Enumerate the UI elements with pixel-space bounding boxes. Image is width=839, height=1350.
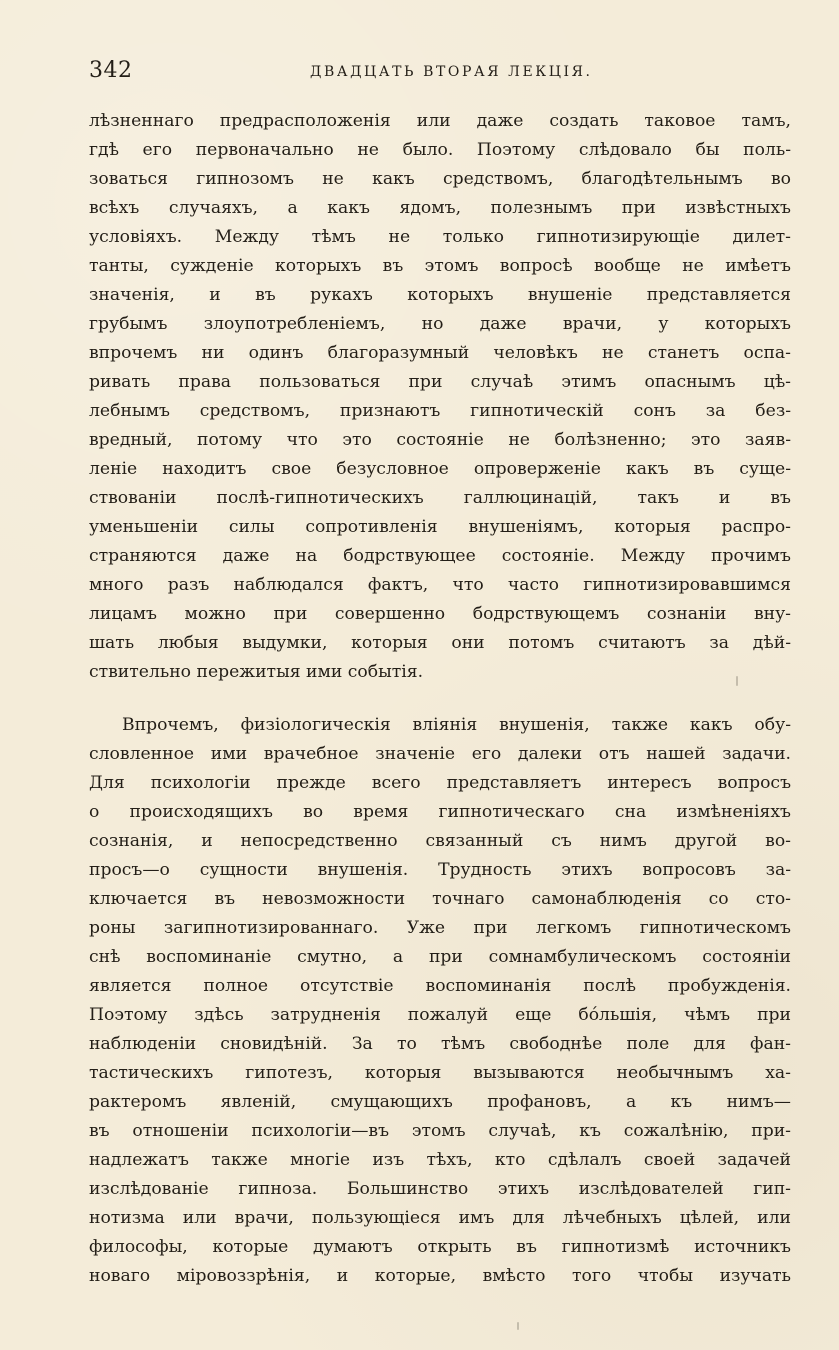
text-line: Поэтому здѣсь затрудненія пожалуй еще бóльшія, чѣмъ при xyxy=(89,1005,791,1025)
text-line: вредный, потому что это состояніе не болѣзненно; это заяв- xyxy=(89,430,791,450)
text-line: нотизма или врачи, пользующіеся имъ для лѣчебныхъ цѣлей, или xyxy=(89,1208,791,1228)
text-line: тастическихъ гипотезъ, которыя вызываются необычнымъ ха- xyxy=(89,1063,791,1083)
text-line: наблюденіи сновидѣній. За то тѣмъ свободнѣе поле для фан- xyxy=(89,1034,791,1054)
text-line: о происходящихъ во время гипнотическаго сна измѣненіяхъ xyxy=(89,802,791,822)
text-line: страняются даже на бодрствующее состояніе. Между прочимъ xyxy=(89,546,791,566)
text-line: всѣхъ случаяхъ, а какъ ядомъ, полезнымъ при извѣстныхъ xyxy=(89,198,791,218)
text-line: уменьшеніи силы сопротивленія внушеніямъ, которыя распро- xyxy=(89,517,791,537)
text-line: въ отношеніи психологіи—въ этомъ случаѣ, къ сожалѣнію, при- xyxy=(89,1121,791,1141)
paragraph-continuation xyxy=(89,107,791,687)
running-title: ДВАДЦАТЬ ВТОРАЯ ЛЕКЦІЯ. xyxy=(310,64,593,80)
page-number: 342 xyxy=(89,58,133,83)
text-line-final: ствительно пережитыя ими событія. xyxy=(89,662,424,682)
text-line: просъ—о сущности внушенія. Трудность этихъ вопросовъ за- xyxy=(89,860,791,880)
text-line: ривать права пользоваться при случаѣ этимъ опаснымъ цѣ- xyxy=(89,372,791,392)
page-header xyxy=(89,58,789,88)
text-line: зоваться гипнозомъ не какъ средствомъ, благодѣтельнымъ во xyxy=(89,169,791,189)
text-line: шать любыя выдумки, которыя они потомъ считаютъ за дѣй- xyxy=(89,633,791,653)
text-line: лѣзненнаго предрасположенія или даже создать таковое тамъ, xyxy=(89,111,791,131)
text-line: ключается въ невозможности точнаго самонаблюденія со сто- xyxy=(89,889,791,909)
text-line: условіяхъ. Между тѣмъ не только гипнотизирующіе дилет- xyxy=(89,227,791,247)
text-line: новаго міровоззрѣнія, и которые, вмѣсто того чтобы изучать xyxy=(89,1266,791,1286)
text-line: сознанія, и непосредственно связанный съ нимъ другой во- xyxy=(89,831,791,851)
text-line-indented: Впрочемъ, физіологическія вліянія внушенія, также какъ обу- xyxy=(122,715,791,735)
text-line: рактеромъ явленій, смущающихъ профановъ, а къ нимъ— xyxy=(89,1092,791,1112)
text-line: много разъ наблюдался фактъ, что часто гипнотизировавшимся xyxy=(89,575,791,595)
text-line: значенія, и въ рукахъ которыхъ внушеніе представляется xyxy=(89,285,791,305)
text-line: впрочемъ ни одинъ благоразумный человѣкъ не станетъ оспа- xyxy=(89,343,791,363)
text-line: Для психологіи прежде всего представляетъ интересъ вопросъ xyxy=(89,773,791,793)
text-line: грубымъ злоупотребленіемъ, но даже врачи, у которыхъ xyxy=(89,314,791,334)
text-line: является полное отсутствіе воспоминанія послѣ пробужденія. xyxy=(89,976,791,996)
text-line: ствованіи послѣ-гипнотическихъ галлюцинацій, такъ и въ xyxy=(89,488,791,508)
text-line: словленное ими врачебное значеніе его далеки отъ нашей задачи. xyxy=(89,744,791,764)
text-line: снѣ воспоминаніе смутно, а при сомнамбулическомъ состояніи xyxy=(89,947,791,967)
text-line: роны загипнотизированнаго. Уже при легкомъ гипнотическомъ xyxy=(89,918,791,938)
text-line: танты, сужденіе которыхъ въ этомъ вопросѣ вообще не имѣетъ xyxy=(89,256,791,276)
text-line: лицамъ можно при совершенно бодрствующемъ сознаніи вну- xyxy=(89,604,791,624)
paragraph-main xyxy=(89,711,791,1291)
print-speck xyxy=(517,1322,519,1330)
text-line: гдѣ его первоначально не было. Поэтому слѣдовало бы поль- xyxy=(89,140,791,160)
text-line: леніе находитъ свое безусловное опроверженіе какъ въ суще- xyxy=(89,459,791,479)
print-speck xyxy=(736,676,738,686)
text-line: надлежатъ также многіе изъ тѣхъ, кто сдѣлалъ своей задачей xyxy=(89,1150,791,1170)
text-line: лебнымъ средствомъ, признаютъ гипнотическій сонъ за без- xyxy=(89,401,791,421)
text-line: изслѣдованіе гипноза. Большинство этихъ изслѣдователей гип- xyxy=(89,1179,791,1199)
text-line: философы, которые думаютъ открыть въ гипнотизмѣ источникъ xyxy=(89,1237,791,1257)
